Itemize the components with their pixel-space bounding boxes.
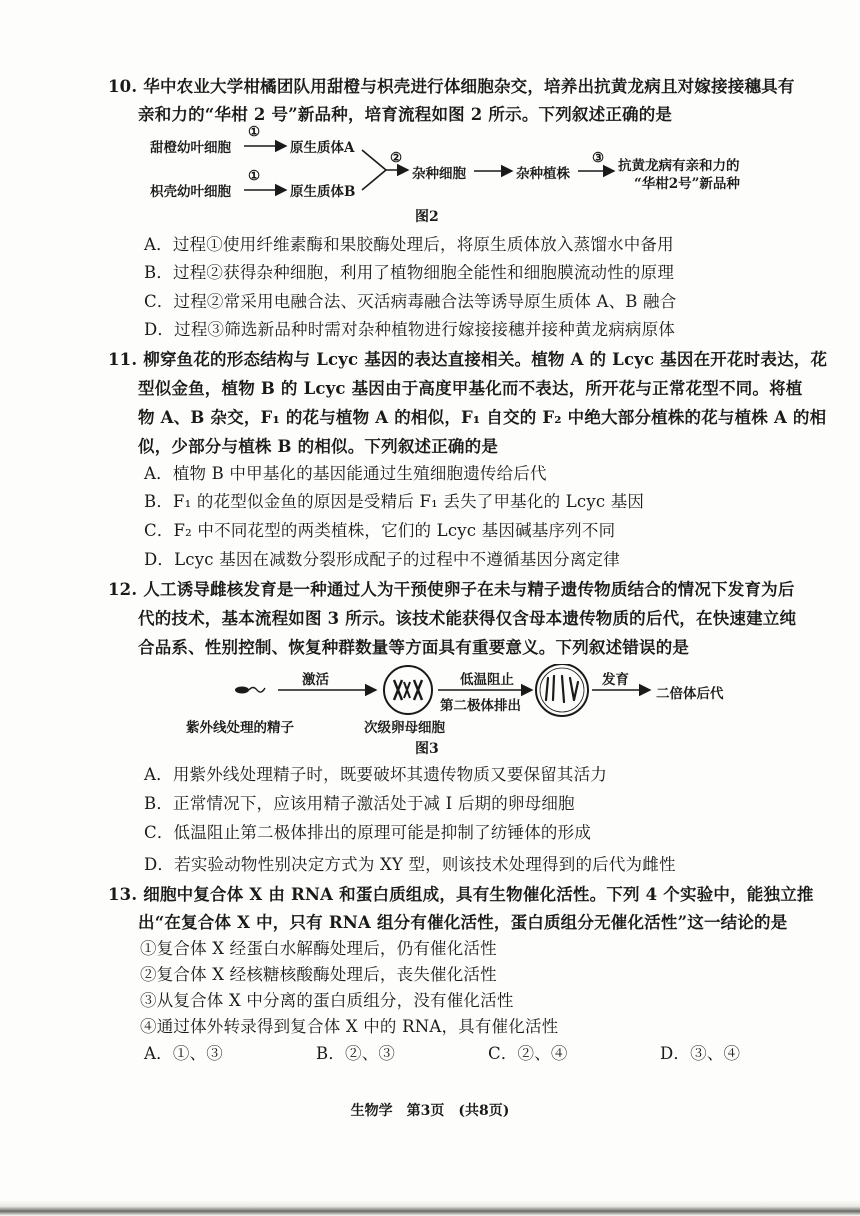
row1-target: 原生质体A	[290, 140, 355, 156]
row1-source: 甜橙幼叶细胞	[150, 140, 231, 156]
egg-icon	[536, 664, 588, 716]
q11-stem-line3: 物 A、B 杂交，F₁ 的花与植物 A 的相似，F₁ 自交的 F₂ 中绝大部分植株的花与植株 A 的相	[138, 408, 827, 427]
develop-label: 发育	[602, 672, 629, 688]
hybrid-plant: 杂种植株	[516, 166, 570, 182]
q11-option-a: A．植物 B 中甲基化的基因能通过生殖细胞遗传给后代	[144, 464, 547, 483]
page-footer: 生物学 第3页 (共8页)	[350, 1103, 510, 1119]
row2-source: 枳壳幼叶细胞	[150, 184, 231, 200]
q10-option-c: C．过程②常采用电融合法、灭活病毒融合法等诱导原生质体 A、B 融合	[144, 292, 677, 311]
oocyte-label: 次级卵母细胞	[364, 720, 445, 736]
q13-item-1: ①复合体 X 经蛋白水解酶处理后，仍有催化活性	[140, 939, 497, 958]
q11-option-d: D．Lcyc 基因在减数分裂形成配子的过程中不遵循基因分离定律	[144, 550, 620, 569]
q12-stem-line1: 12. 人工诱导雌核发育是一种通过人为干预使卵子在未与精子遗传物质结合的情况下发育为后	[108, 580, 795, 599]
fusion-step-label: ②	[390, 150, 403, 166]
q12-stem-line3: 合品系、性别控制、恢复种群数量等方面具有重要意义。下列叙述错误的是	[138, 638, 690, 657]
q11-option-c: C．F₂ 中不同花型的两类植株，它们的 Lcyc 基因碱基序列不同	[144, 521, 616, 540]
row2-step-label: ①	[248, 168, 261, 184]
figure-2-caption: 图2	[415, 209, 439, 225]
activate-label: 激活	[302, 672, 329, 688]
screen-step-label: ③	[592, 150, 605, 166]
polar-body-label: 第二极体排出	[440, 698, 521, 714]
q10-option-b: B．过程②获得杂种细胞，利用了植物细胞全能性和细胞膜流动性的原理	[144, 263, 675, 282]
q12-option-c: C．低温阻止第二极体排出的原理可能是抑制了纺锤体的形成	[144, 823, 592, 842]
q13-choice-a: A．①、③	[144, 1044, 223, 1063]
q13-choice-b: B．②、③	[316, 1044, 396, 1063]
q12-option-a: A．用紫外线处理精子时，既要破坏其遗传物质又要保留其活力	[144, 765, 608, 784]
figure-2-arrows	[140, 130, 790, 210]
q13-stem-line2: 出“在复合体 X 中，只有 RNA 组分有催化活性，蛋白质组分无催化活性”这一结论的是	[138, 913, 788, 932]
figure-2-flowchart	[140, 124, 790, 210]
q11-stem-line4: 似，少部分与植株 B 的相似。下列叙述正确的是	[138, 437, 499, 456]
q13-choice-d: D．③、④	[660, 1044, 741, 1063]
q10-option-d: D．过程③筛选新品种时需对杂种植物进行嫁接接穗并接种黄龙病病原体	[144, 320, 676, 339]
sperm-icon	[235, 687, 265, 694]
offspring-label: 二倍体后代	[656, 686, 724, 702]
result-line2: “华柑2号”新品种	[634, 176, 740, 192]
q10-option-a: A．过程①使用纤维素酶和果胶酶处理后，将原生质体放入蒸馏水中备用	[144, 235, 674, 254]
q13-stem-line1: 13. 细胞中复合体 X 由 RNA 和蛋白质组成，具有生物催化活性。下列 4 个实验中，能独立推	[108, 885, 814, 904]
q12-stem-line2: 代的技术，基本流程如图 3 所示。该技术能获得仅含母本遗传物质的后代，在快速建立纯	[138, 609, 797, 628]
scan-bottom-edge	[0, 1200, 860, 1216]
figure-3-process	[186, 664, 766, 744]
q12-option-b: B．正常情况下，应该用精子激活处于减 Ⅰ 后期的卵母细胞	[144, 794, 575, 813]
q11-stem-line1: 11. 柳穿鱼花的形态结构与 Lcyc 基因的表达直接相关。植物 A 的 Lcyc 基因在开花时表达，花	[108, 350, 828, 369]
row2-target: 原生质体B	[290, 184, 356, 200]
sperm-label: 紫外线处理的精子	[186, 720, 294, 736]
q13-item-4: ④通过体外转录得到复合体 X 中的 RNA，具有催化活性	[140, 1017, 559, 1036]
figure-3-caption: 图3	[415, 741, 439, 757]
hybrid-cell: 杂种细胞	[412, 166, 466, 182]
row1-step-label: ①	[248, 124, 261, 140]
q12-option-d: D．若实验动物性别决定方式为 XY 型，则该技术处理得到的后代为雌性	[144, 855, 676, 874]
q11-option-b: B．F₁ 的花型似金鱼的原因是受精后 F₁ 丢失了甲基化的 Lcyc 基因	[144, 492, 645, 511]
q10-stem-line2: 亲和力的“华柑 2 号”新品种，培育流程如图 2 所示。下列叙述正确的是	[138, 105, 673, 124]
low-temp-label: 低温阻止	[460, 672, 514, 688]
q13-choice-c: C．②、④	[488, 1044, 568, 1063]
q13-item-2: ②复合体 X 经核糖核酸酶处理后，丧失催化活性	[140, 965, 497, 984]
result-line1: 抗黄龙病有亲和力的	[618, 158, 740, 174]
q10-stem-line1: 10. 华中农业大学柑橘团队用甜橙与枳壳进行体细胞杂交，培养出抗黄龙病且对嫁接接穗具有	[108, 77, 795, 96]
q13-item-3: ③从复合体 X 中分离的蛋白质组分，没有催化活性	[140, 991, 514, 1010]
q11-stem-line2: 型似金鱼，植物 B 的 Lcyc 基因由于高度甲基化而不表达，所开花与正常花型不同。将植	[138, 379, 803, 398]
oocyte-icon	[384, 666, 432, 714]
